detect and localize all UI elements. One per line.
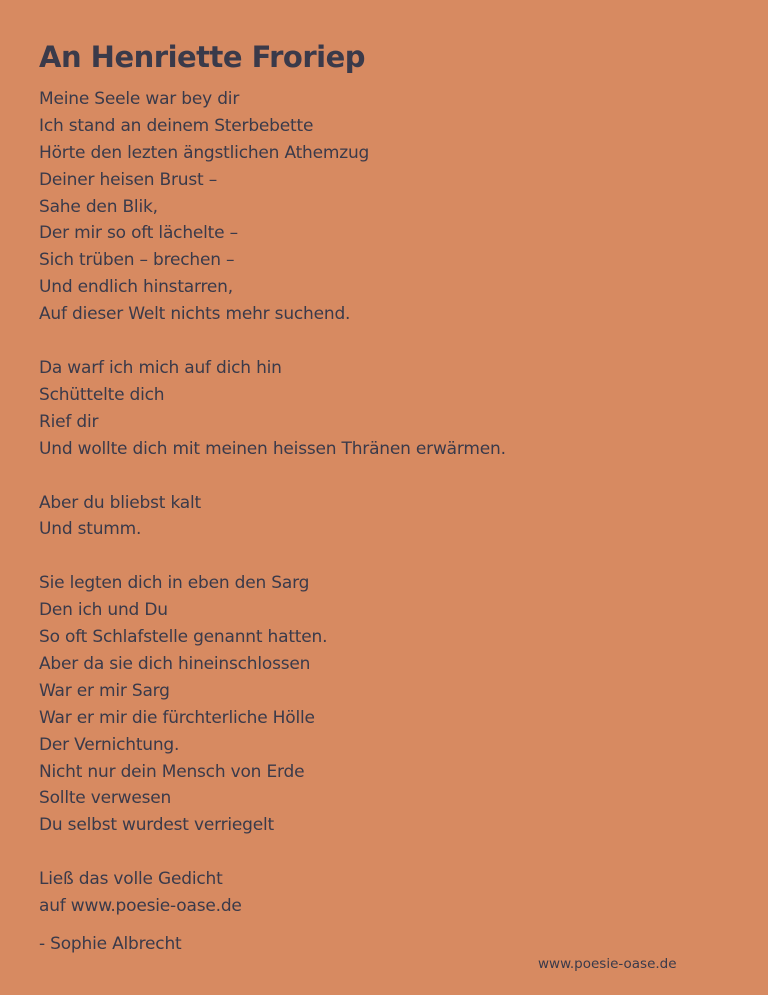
poem-line: War er mir Sarg bbox=[39, 680, 170, 701]
poem-line: Der Vernichtung. bbox=[39, 734, 180, 755]
stanza-3 bbox=[39, 490, 739, 544]
poem-line: Und wollte dich mit meinen heissen Thränen erwärmen. bbox=[39, 438, 506, 459]
poem-line: Ich stand an deinem Sterbebette bbox=[39, 115, 314, 136]
poem-line: Deiner heisen Brust – bbox=[39, 169, 218, 190]
read-more-line: Ließ das volle Gedicht bbox=[39, 869, 223, 890]
poem-line: Aber da sie dich hineinschlossen bbox=[39, 654, 311, 675]
footer-website-link[interactable]: www.poesie-oase.de bbox=[538, 956, 677, 972]
poem-line: Schüttelte dich bbox=[39, 384, 165, 405]
read-more-note bbox=[39, 866, 739, 920]
poem-line: Du selbst wurdest verriegelt bbox=[39, 815, 274, 836]
poem-line: Den ich und Du bbox=[39, 600, 168, 621]
poem-title: An Henriette Froriep bbox=[39, 40, 366, 74]
poem-line: Sie legten dich in eben den Sarg bbox=[39, 573, 310, 594]
author-credit: - Sophie Albrecht bbox=[39, 934, 182, 954]
poem-line: So oft Schlafstelle genannt hatten. bbox=[39, 627, 328, 648]
poem-line: Und endlich hinstarren, bbox=[39, 277, 233, 298]
poem-body bbox=[39, 86, 739, 947]
poem-line: Da warf ich mich auf dich hin bbox=[39, 358, 282, 379]
poem-line: Sollte verwesen bbox=[39, 788, 172, 809]
poem-line: Hörte den lezten ängstlichen Athemzug bbox=[39, 142, 370, 163]
poem-line: Rief dir bbox=[39, 411, 99, 432]
poem-line: Nicht nur dein Mensch von Erde bbox=[39, 761, 305, 782]
poem-line: Der mir so oft lächelte – bbox=[39, 223, 238, 244]
poem-line: Auf dieser Welt nichts mehr suchend. bbox=[39, 304, 351, 325]
poem-line: Aber du bliebst kalt bbox=[39, 492, 202, 513]
poem-line: War er mir die fürchterliche Hölle bbox=[39, 707, 315, 728]
poem-line: Sahe den Blik, bbox=[39, 196, 158, 217]
read-more-link[interactable]: auf www.poesie-oase.de bbox=[39, 896, 242, 917]
poem-line: Und stumm. bbox=[39, 519, 142, 540]
poem-line: Sich trüben – brechen – bbox=[39, 250, 235, 271]
poem-line: Meine Seele war bey dir bbox=[39, 89, 240, 109]
stanza-1 bbox=[39, 86, 739, 328]
stanza-2 bbox=[39, 355, 739, 463]
stanza-4 bbox=[39, 570, 739, 839]
